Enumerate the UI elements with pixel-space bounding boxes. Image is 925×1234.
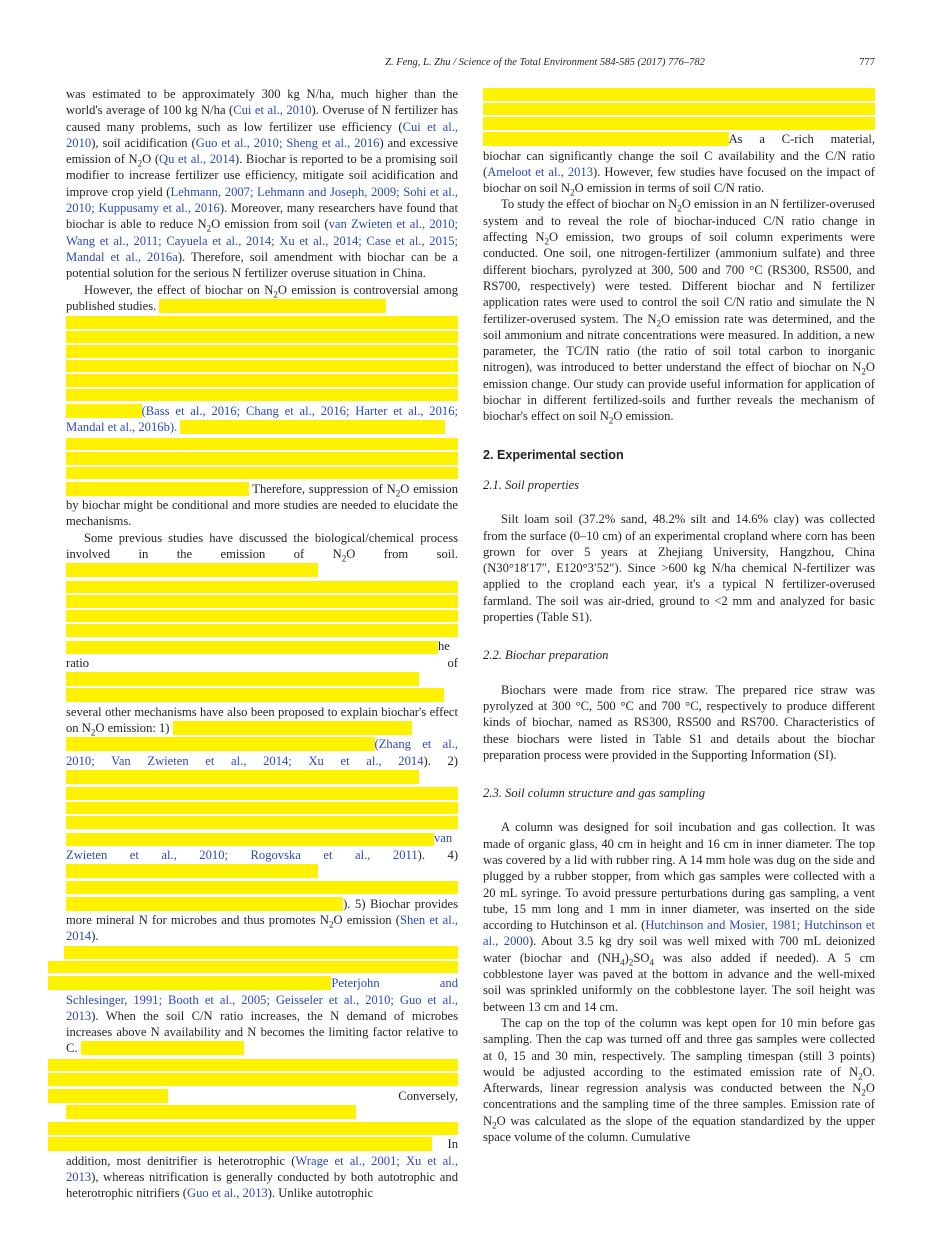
highlight-bar <box>66 438 458 451</box>
citation-link[interactable]: Shen et al., 2014 <box>66 912 458 944</box>
subsection-heading: 2.3. Soil column structure and gas sampling <box>483 786 706 801</box>
highlight-mark <box>48 1137 432 1151</box>
highlight-bar <box>66 881 458 894</box>
citation-link[interactable]: Peterjohn and Schlesinger, 1991; Booth et al., 2005; Geisseler et al., 2010; Guo et al., 2013 <box>66 976 458 1023</box>
citation-link[interactable]: Ameloot et al., 2013 <box>487 164 594 179</box>
citation-link[interactable]: (Bass et al., 2016; Chang et al., 2016; Harter et al., 2016; Mandal et al., 2016b). <box>66 403 458 435</box>
highlight-mark <box>159 299 386 313</box>
highlight-bar <box>66 345 458 358</box>
paragraph: Some previous studies have discussed the biological/chemical process involved in the emission of $N_2O$ from soil. he ratio of several other mechanisms have also been proposed to explain biochar's effect on $N_2O$ emission: 1) (Zhang et al., 2010; Van Zwieten et al., 2014; Xu et al., 2014). 2) van Zwieten et al., 2010; Rogovska et al., 2011). 4) ). 5) Biochar provides more mineral N for microbes and thus promotes $N_2O$ emission (Shen et al., 2014). <box>66 530 459 944</box>
highlight-mark <box>66 864 318 878</box>
citation-link[interactable]: Cui et al., 2010 <box>233 103 312 118</box>
highlight-mark <box>66 737 375 751</box>
highlight-mark <box>180 420 444 434</box>
highlight-mark <box>66 688 444 702</box>
right-column <box>483 86 875 1145</box>
highlight-mark <box>66 404 142 418</box>
highlight-mark <box>66 1105 356 1119</box>
paragraph: Silt loam soil (37.2% sand, 48.2% silt and 14.6% clay) was collected from the surface (0–10 cm) of an experimental cropland where corn has been grown for over 5 years at Zhejiang University, Hangzhou, China (N30°18′17″, E120°3′52″). Since >600 kg N/ha chemical N-fertilizer was applied to the cropland each year, it's a typical N fertilizer-overused farmland. The soil was air-dried, ground to <2 mm and analyzed for basic properties (Table S1). <box>483 512 875 625</box>
highlight-bar <box>66 581 458 594</box>
paragraph: However, the effect of biochar on $N_2O$ emission is controversial among published studies. (Bass et al., 2016; Chang et al., 2016; Harter et al., 2016; Mandal et al., 2016b). Therefore, suppression of $N_2O$ emission by biochar might be conditional and more studies are needed to elucidate the mechanisms. <box>66 282 459 529</box>
highlight-bar <box>64 946 458 959</box>
highlight-bar <box>66 331 458 344</box>
highlight-bar <box>483 103 875 116</box>
highlight-bar <box>66 595 458 608</box>
highlight-mark <box>66 563 318 577</box>
highlight-bar <box>48 961 458 974</box>
citation-link[interactable]: van <box>434 831 453 846</box>
citation-link[interactable]: Hutchinson and Mosier, 1981; Hutchinson et al., 2000 <box>483 918 875 949</box>
highlight-mark <box>81 1041 245 1055</box>
subsection-heading: 2.2. Biochar preparation <box>483 648 609 663</box>
paragraph: A column was designed for soil incubation and gas collection. It was made of organic glass, 40 cm in height and 16 cm in inner diameter. The top was covered by a lid with rubber ring. A 14 mm hole was dug on the side and plugged by a rubber stopper, from which gas samples were collected with a 20 mL syringe. To avoid pressure perturbations during gas sampling, a vent tube, 15 mm long and 1 mm in inner diameter, was inserted on the side according to Hutchinson et al. (Hutchinson and Mosier, 1981; Hutchinson et al., 2000). About 3.5 kg dry soil was well mixed with 700 mL deionized water (biochar and $(NH_4)_2SO_4$ was also added if needed). A 5 cm cobblestone layer was paved at the bottom in advance and the well-mixed soil was sprinkled uniformly on the cobblestone layer. The soil height was between 13 cm and 14 cm. <box>483 820 876 1014</box>
highlight-bar <box>48 1073 458 1086</box>
highlight-mark <box>48 1089 168 1103</box>
highlight-bar <box>66 787 458 800</box>
highlight-bar <box>66 641 438 654</box>
running-head: Z. Feng, L. Zhu / Science of the Total Environment 584-585 (2017) 776–782 <box>385 57 705 68</box>
highlight-mark <box>48 976 331 990</box>
highlight-mark <box>483 132 729 146</box>
highlight-bar <box>48 1059 458 1072</box>
citation-link[interactable]: Lehmann, 2007; Lehmann and Joseph, 2009; Sohi et al., 2010; Kuppusamy et al., 2016 <box>66 184 458 216</box>
left-column <box>66 86 458 1202</box>
highlight-bar <box>66 802 458 815</box>
citation-link[interactable]: Guo et al., 2010; Sheng et al., 2016 <box>195 135 380 150</box>
highlight-bar <box>66 316 458 329</box>
highlight-mark <box>66 897 343 911</box>
citation-link[interactable]: Guo et al., 2013 <box>187 1186 268 1201</box>
highlight-bar <box>66 452 458 465</box>
citation-link[interactable]: Cui et al., 2010 <box>66 119 458 150</box>
citation-link[interactable]: van Zwieten et al., 2010; Wang et al., 2011; Cayuela et al., 2014; Xu et al., 2014; Case et al., 2015; Mandal et al., 2016a <box>66 217 459 264</box>
paragraph: Peterjohn and Schlesinger, 1991; Booth et al., 2005; Geisseler et al., 2010; Guo et al., 2013). When the soil C/N ratio increases, the N demand of microbes increases above N availability and N becomes the limiting factor relative to C. Conversely, In addition, most denitrifier is heterotrophic (Wrage et al., 2001; Xu et al., 2013), whereas nitrification is generally conducted by both autotrophic and heterotrophic nitrifiers (Guo et al., 2013). Unlike autotrophic <box>66 946 458 1201</box>
paragraph: As a C-rich material, biochar can significantly change the soil C availability and the C/N ratio (Ameloot et al., 2013). However, few studies have focused on the impact of biochar on soil $N_2O$ emission in terms of soil C/N ratio. <box>483 88 875 196</box>
highlight-bar <box>66 360 458 373</box>
highlight-bar <box>66 610 458 623</box>
section-heading: 2. Experimental section <box>483 447 624 462</box>
page-number: 777 <box>859 57 875 68</box>
highlight-mark <box>173 721 412 735</box>
highlight-bar <box>483 117 875 130</box>
subsection-heading: 2.1. Soil properties <box>483 477 580 492</box>
paragraph: To study the effect of biochar on $N_2O$ emission in an N fertilizer-overused system and to reveal the role of biochar-induced C/N ratio change in affecting $N_2O$ emission, two groups of soil column experiments were conducted. One soil, one nitrogen-fertilizer (ammonium sulfate) and three different biochars, pyrolyzed at 300, 500 and 700 °C (RS300, RS500, and RS700, respectively) were tested. Different biochar and N fertilizer application rates were used to control the soil C/N ratio and simulate the N fertilizer-overused system. The $N_2O$ emission rate was determined, and the soil ammonium and nitrate concentrations were measured. In addition, a new parameter, the TC/IN ratio (the ratio of soil total carbon to inorganic nitrogen), was introduced to better understand the effect of biochar on $N_2O$ emission change. Our study can provide useful information for application of biochar in different fertilized-soils and further reveals the mechanism of biochar's effect on soil $N_2O$ emission. <box>483 197 875 426</box>
highlight-bar <box>66 389 458 402</box>
citation-link[interactable]: Wrage et al., 2001; Xu et al., 2013 <box>66 1153 458 1185</box>
highlight-bar <box>66 467 458 480</box>
highlight-bar <box>66 833 434 846</box>
highlight-bar <box>48 1122 458 1135</box>
highlight-bar <box>66 374 458 387</box>
highlight-bar <box>483 88 875 101</box>
citation-link[interactable]: Qu et al., 2014 <box>159 152 235 167</box>
citation-link[interactable]: Zwieten et al., 2010; Rogovska et al., 2011 <box>66 847 418 862</box>
paragraph: The cap on the top of the column was kept open for 10 min before gas sampling. Then the cap was turned off and three gas samples were collected at 0, 15 and 30 min, respectively. The sampling timespan (still 3 points) would be adjusted according to the estimated emission rate of $N_2O$. Afterwards, linear regression analysis was conducted between the $N_2O$ concentrations and the sampling time of the three samples. Emission rate of $N_2O$ was calculated as the slope of the equation standardized by the upper space volume of the column. Cumulative <box>483 1015 875 1145</box>
paragraph: Biochars were made from rice straw. The prepared rice straw was pyrolyzed at 300 °C, 500 °C and 700 °C, respectively to produce different kinds of biochar, named as RS300, RS500 and RS700. Characteristics of these biochars were listed in Table S1 and details about the biochar preparation process were provided in the Supporting Information (SI). <box>483 682 875 762</box>
highlight-bar <box>66 624 458 637</box>
citation-link[interactable]: (Zhang et al., 2010; Van Zwieten et al., 2014; Xu et al., 2014 <box>66 737 458 768</box>
paragraph: was estimated to be approximately 300 kg N/ha, much higher than the world's average of 100 kg N/ha (Cui et al., 2010). Overuse of N fertilizer has caused many problems, such as low fertilizer use efficiency (Cui et al., 2010), soil acidification (Guo et al., 2010; Sheng et al., 2016) and excessive emission of $N_2O$ (Qu et al., 2014). Biochar is reported to be a promising soil modifier to increase fertilizer use efficiency, mitigate soil acidification and improve crop yield (Lehmann, 2007; Lehmann and Joseph, 2009; Sohi et al., 2010; Kuppusamy et al., 2016). Moreover, many researchers have found that biochar is able to reduce $N_2O$ emission from soil (van Zwieten et al., 2010; Wang et al., 2011; Cayuela et al., 2014; Xu et al., 2014; Case et al., 2015; Mandal et al., 2016a). Therefore, soil amendment with biochar can be a potential solution for the serious N fertilizer overuse situation in China. <box>66 87 459 281</box>
highlight-bar <box>66 816 458 829</box>
highlight-mark <box>66 770 419 784</box>
highlight-mark <box>66 672 419 686</box>
highlight-mark <box>66 482 249 496</box>
